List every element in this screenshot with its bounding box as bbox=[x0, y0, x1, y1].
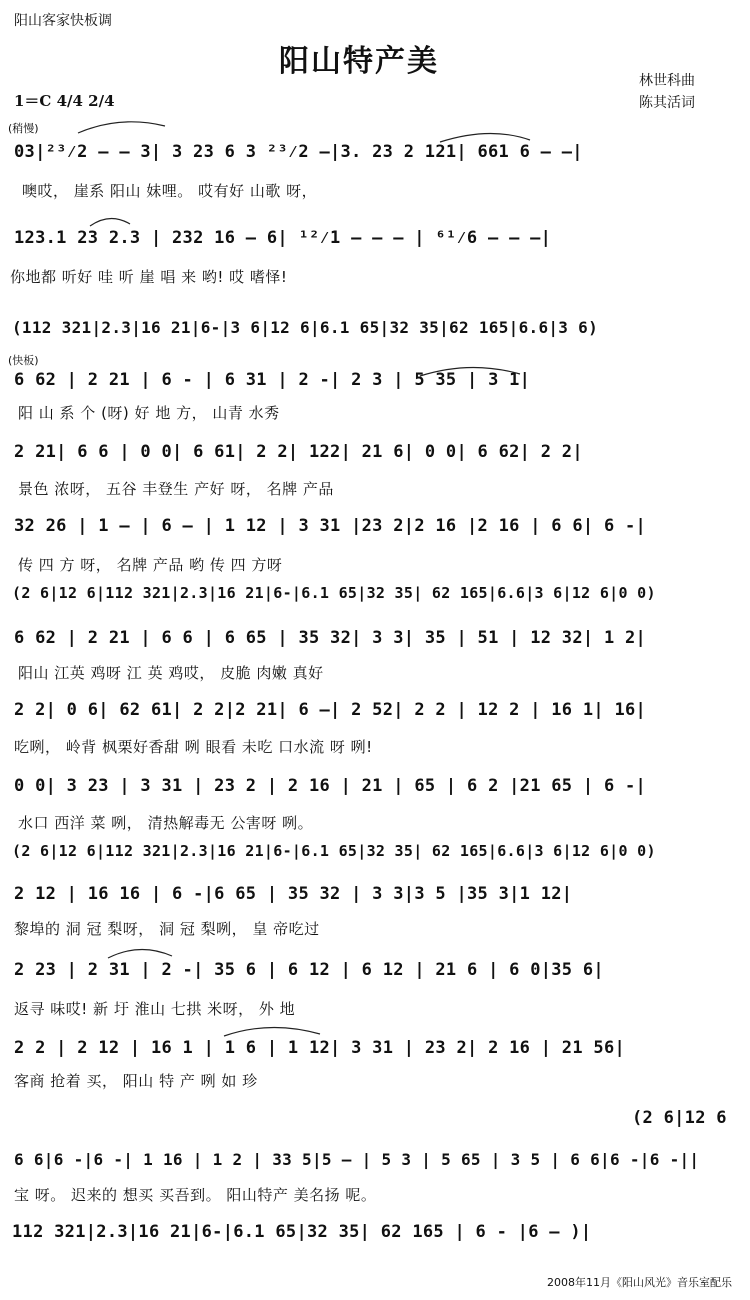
score-lyrics-line: 返寻 味哎! 新 圩 淮山 七拱 米呀， 外 地 bbox=[14, 1000, 296, 1018]
score-lyrics-line: 宝 呀。 迟来的 想买 买吾到。 阳山特产 美名扬 呢。 bbox=[14, 1186, 377, 1204]
score-lyrics-line: 吃咧， 岭背 枫栗好香甜 咧 眼看 未吃 口水流 呀 咧! bbox=[14, 738, 373, 756]
score-notes-line: (2 6|12 6|112 321|2.3|16 21|6-|6.1 65|32 35| 62 165|6.6|3 6|12 6|0 0) bbox=[12, 842, 656, 860]
score-notes-line: 03|²³⁄2 — — 3| 3 23 6 3 ²³⁄2 —|3. 23 2 121| 661 6 — —| bbox=[14, 142, 583, 162]
score-notes-line: (2 6|12 6 bbox=[632, 1108, 727, 1128]
tempo-marking-slow: (稍慢) bbox=[8, 122, 39, 135]
footer-credit: 2008年11月《阳山风光》音乐室配乐 bbox=[547, 1276, 732, 1289]
score-notes-line: 112 321|2.3|16 21|6-|6.1 65|32 35| 62 165 | 6 - |6 — )| bbox=[12, 1222, 592, 1242]
score-notes-line: 2 12 | 16 16 | 6 -|6 65 | 35 32 | 3 3|3 5 |35 3|1 12| bbox=[14, 884, 573, 904]
score-lyrics-line: 你地都 听好 哇 听 崖 唱 来 哟! 哎 嗜怿! bbox=[10, 268, 288, 286]
score-notes-line: (2 6|12 6|112 321|2.3|16 21|6-|6.1 65|32 35| 62 165|6.6|3 6|12 6|0 0) bbox=[12, 584, 656, 602]
score-notes-line: 123.1 23 2.3 | 232 16 — 6| ¹²⁄1 — — — | ⁶¹⁄6 — — —| bbox=[14, 228, 552, 248]
score-lyrics-line: 阳 山 系 个 (呀) 好 地 方， 山青 水秀 bbox=[18, 404, 280, 422]
key-signature: 1＝C 4/4 2/4 bbox=[14, 92, 115, 110]
score-notes-line: 6 62 | 2 21 | 6 6 | 6 65 | 35 32| 3 3| 35 | 51 | 12 32| 1 2| bbox=[14, 628, 647, 648]
score-notes-line: 32 26 | 1 — | 6 — | 1 12 | 3 31 |23 2|2 16 |2 16 | 6 6| 6 -| bbox=[14, 516, 647, 536]
score-notes-line: 6 62 | 2 21 | 6 - | 6 31 | 2 -| 2 3 | 5 35 | 3 1| bbox=[14, 370, 531, 390]
score-notes-line: 2 21| 6 6 | 0 0| 6 61| 2 2| 122| 21 6| 0 0| 6 62| 2 2| bbox=[14, 442, 583, 462]
score-lyrics-line: 景色 浓呀， 五谷 丰登生 产好 呀， 名牌 产品 bbox=[18, 480, 334, 498]
score-lyrics-line: 黎埠的 洞 冠 梨呀， 洞 冠 梨咧， 皇 帝吃过 bbox=[14, 920, 320, 938]
score-lyrics-line: 水口 西洋 菜 咧， 清热解毒无 公害呀 咧。 bbox=[18, 814, 314, 832]
lyricist-credit: 陈其活词 bbox=[639, 95, 695, 111]
song-title: 阳山特产美 bbox=[279, 44, 439, 79]
score-notes-line: 6 6|6 -|6 -| 1 16 | 1 2 | 33 5|5 — | 5 3 | 5 65 | 3 5 | 6 6|6 -|6 -|| bbox=[14, 1150, 700, 1169]
score-lyrics-line: 客商 抢着 买， 阳山 特 产 咧 如 珍 bbox=[14, 1072, 258, 1090]
score-notes-line: 2 2| 0 6| 62 61| 2 2|2 21| 6 —| 2 52| 2 2 | 12 2 | 16 1| 16| bbox=[14, 700, 647, 720]
score-notes-line: 2 23 | 2 31 | 2 -| 35 6 | 6 12 | 6 12 | 21 6 | 6 0|35 6| bbox=[14, 960, 604, 980]
composer-credit: 林世科曲 bbox=[639, 73, 695, 89]
genre-label: 阳山客家快板调 bbox=[14, 13, 112, 29]
tempo-marking-fast: (快板) bbox=[8, 354, 39, 367]
score-notes-line: (112 321|2.3|16 21|6-|3 6|12 6|6.1 65|32 35|62 165|6.6|3 6) bbox=[12, 318, 599, 337]
score-lyrics-line: 阳山 江英 鸡呀 江 英 鸡哎， 皮脆 肉嫩 真好 bbox=[18, 664, 324, 682]
score-notes-line: 2 2 | 2 12 | 16 1 | 1 6 | 1 12| 3 31 | 23 2| 2 16 | 21 56| bbox=[14, 1038, 626, 1058]
score-lyrics-line: 传 四 方 呀， 名牌 产品 哟 传 四 方呀 bbox=[18, 556, 283, 574]
score-lyrics-line: 噢哎， 崖系 阳山 妹哩。 哎有好 山歌 呀， bbox=[22, 182, 318, 200]
score-notes-line: 0 0| 3 23 | 3 31 | 23 2 | 2 16 | 21 | 65 | 6 2 |21 65 | 6 -| bbox=[14, 776, 647, 796]
